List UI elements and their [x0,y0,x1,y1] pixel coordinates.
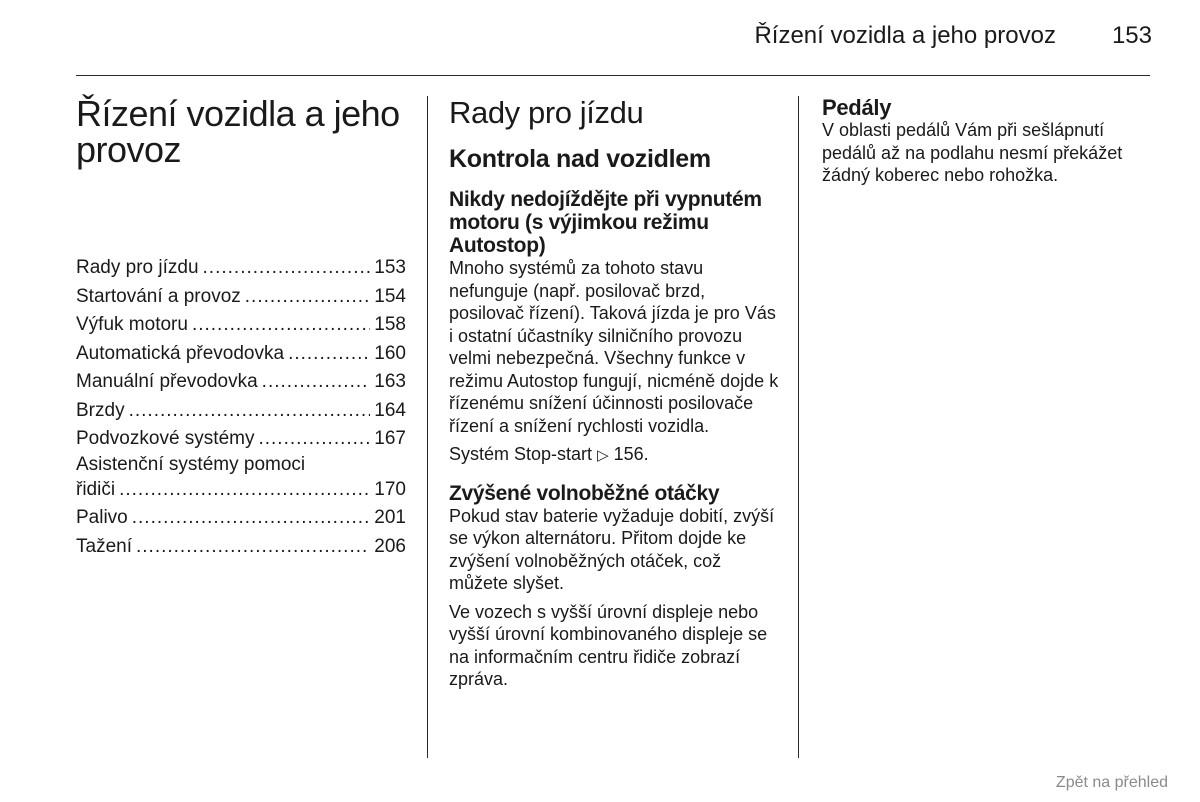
topic-paragraph: Pokud stav baterie vyžaduje dobití, zvýší se výkon alternátoru. Přitom dojde ke zvýšení volnoběžných otáček, což můžete slyšet. [449,505,775,593]
toc-item[interactable] [76,397,406,426]
toc-item[interactable] [76,454,406,505]
toc-item[interactable] [76,283,406,312]
toc-item-page: 158 [374,314,406,335]
toc-item-label: Automatická převodovka [76,342,285,364]
back-to-overview-link[interactable]: Zpět na přehled [1055,774,1168,791]
toc-item[interactable] [76,254,406,283]
running-header-title: Řízení vozidla a jeho provoz [754,22,1056,49]
toc-leader-dots [119,476,370,505]
toc-item-label-line2: řidiči [76,478,116,500]
toc-item-page: 164 [374,399,406,421]
toc-leader-dots [203,254,371,283]
toc-item-page: 206 [374,535,406,557]
toc-item-label: Palivo [76,507,128,528]
toc-item[interactable] [76,425,406,454]
reference-arrow-icon: ▷ [597,447,609,464]
toc-leader-dots [258,425,370,454]
toc-item-label: Rady pro jízdu [76,257,199,278]
toc-item-label: Podvozkové systémy [76,428,255,449]
topic-heading: Nikdy nedojíždějte při vypnutém motoru (s výjimkou režimu Autostop) [449,188,762,257]
topic-paragraph: Mnoho systémů za tohoto stavu nefunguje (např. posilovač brzd, posilovač řízení). Taková jízda je pro Vás i ostatní účastníky silničního provozu velmi nebezpečná. Všechny funkce v režimu Autostop fungují, nicméně dojde k řízenému snížení účinnosti posilovače řízení a snížení rychlosti vozidla. [449,258,779,436]
toc-item-page: 170 [374,478,406,500]
toc-item-label-line1: Asistenční systémy pomoci [76,453,306,475]
chapter-title: Řízení vozidla a jeho provoz [76,93,400,170]
topic-heading: Pedály [822,95,892,120]
toc-leader-dots [129,397,371,426]
toc-leader-dots [132,504,371,533]
toc-leader-dots [262,368,371,397]
cross-reference-text: Systém Stop-start [449,444,593,464]
toc-item[interactable] [76,533,406,562]
toc-item-label: Tažení [76,535,132,557]
section-subtitle: Kontrola nad vozidlem [449,145,711,173]
chapter-toc [76,254,406,561]
toc-item-label: Brzdy [76,399,125,421]
column-divider-1 [427,96,428,758]
topic-paragraph: Ve vozech s vyšší úrovní displeje nebo vyšší úrovní kombinovaného displeje se na informačním centru řidiče zobrazí zpráva. [449,601,768,689]
toc-leader-dots [245,283,371,312]
toc-item-page: 154 [374,285,406,307]
page-number: 153 [1111,22,1152,49]
toc-item-page: 153 [374,257,406,278]
toc-item-page: 163 [374,371,406,392]
toc-item-label: Manuální převodovka [76,371,258,392]
toc-item-page: 201 [374,507,406,528]
toc-item-page: 167 [374,428,406,449]
toc-item[interactable] [76,368,406,397]
column-divider-2 [798,96,799,758]
cross-reference-page: 156. [613,444,649,464]
toc-leader-dots [192,311,370,340]
topic-heading: Zvýšené volnoběžné otáčky [449,481,720,505]
toc-item[interactable] [76,311,406,340]
section-title: Rady pro jízdu [449,95,644,130]
running-header [76,22,1152,50]
toc-leader-dots [136,533,370,562]
toc-item-label: Startování a provoz [76,285,241,307]
toc-item-page: 160 [374,342,406,364]
content-column-2 [449,96,784,691]
toc-item[interactable] [76,340,406,369]
header-divider [76,75,1150,76]
chapter-column [76,93,406,561]
topic-paragraph: V oblasti pedálů Vám při sešlápnutí pedálů až na podlahu nesmí překážet žádný koberec nebo rohožka. [822,120,1123,185]
content-column-3 [822,96,1152,187]
toc-item-label: Výfuk motoru [76,314,188,335]
cross-reference[interactable] [449,443,784,468]
toc-item[interactable] [76,504,406,533]
toc-leader-dots [288,340,370,369]
